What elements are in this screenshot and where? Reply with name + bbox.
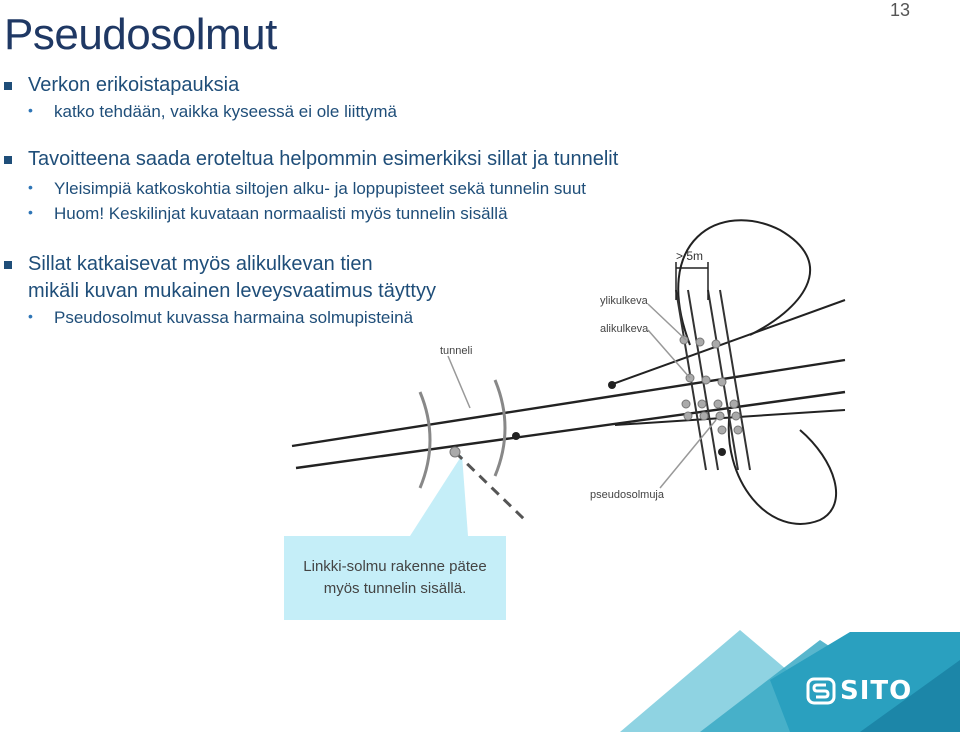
slide-title: Pseudosolmut [4,10,277,59]
overpass-label: ylikulkeva [600,295,648,307]
pseudo-node [712,340,720,348]
pseudo-node [696,338,704,346]
pseudo-node [700,412,708,420]
tunnel-portal [420,392,430,488]
dot-bullet-icon: • [28,204,33,220]
pseudo-node [734,426,742,434]
tunnel-label: tunneli [440,345,473,357]
callout-line: Linkki-solmu rakenne pätee [303,558,487,575]
pseudo-node [450,447,460,457]
leader-line [660,420,716,488]
callout-text [290,556,500,600]
bullet-text: Pseudosolmut kuvassa harmaina solmupisteinä [54,308,414,327]
slide-number: 13 [889,0,910,20]
node [512,432,520,440]
bullet-text: Yleisimpiä katkoskohtia siltojen alku- ja loppupisteet sekä tunnelin suut [54,179,587,198]
underpass-label: alikulkeva [600,323,649,335]
road-line [610,300,845,385]
tunnel-portal [495,380,505,476]
callout-pointer [410,455,468,536]
node [608,381,616,389]
pseudo-node [732,412,740,420]
bullet-text: Sillat katkaisevat myös alikulkevan tien [28,253,373,275]
bullet-text: katko tehdään, vaikka kyseessä ei ole liittymä [54,102,398,121]
pseudo-node [718,378,726,386]
pseudo-node [702,376,710,384]
bullet-text: Tavoitteena saada eroteltua helpommin esimerkiksi sillat ja tunnelit [28,148,619,170]
logo-text: SITO [840,676,913,706]
pseudo-node [716,412,724,420]
pseudo-node [718,426,726,434]
leader-line [448,356,470,408]
dot-bullet-icon: • [28,179,33,195]
distance-label: > 5m [676,249,704,263]
pseudo-node [714,400,722,408]
ramp-loop [729,410,836,524]
pseudo-node [682,400,690,408]
dot-bullet-icon: • [28,102,33,118]
callout-line: myös tunnelin sisällä. [323,580,467,597]
sito-s-icon [806,676,836,706]
sito-logo [806,676,912,706]
pseudo-node [684,412,692,420]
bullet-text: Huom! Keskilinjat kuvataan normaalisti myös tunnelin sisällä [54,204,508,223]
pseudo-node [730,400,738,408]
node [718,448,726,456]
ramp-loop [678,220,810,345]
bullet-text: mikäli kuvan mukainen leveysvaatimus täyttyy [28,280,436,302]
bullet-text: Verkon erikoistapauksia [28,74,240,96]
dot-bullet-icon: • [28,308,33,324]
pseudo-nodes-label: pseudosolmuja [590,489,664,501]
pseudo-node [698,400,706,408]
